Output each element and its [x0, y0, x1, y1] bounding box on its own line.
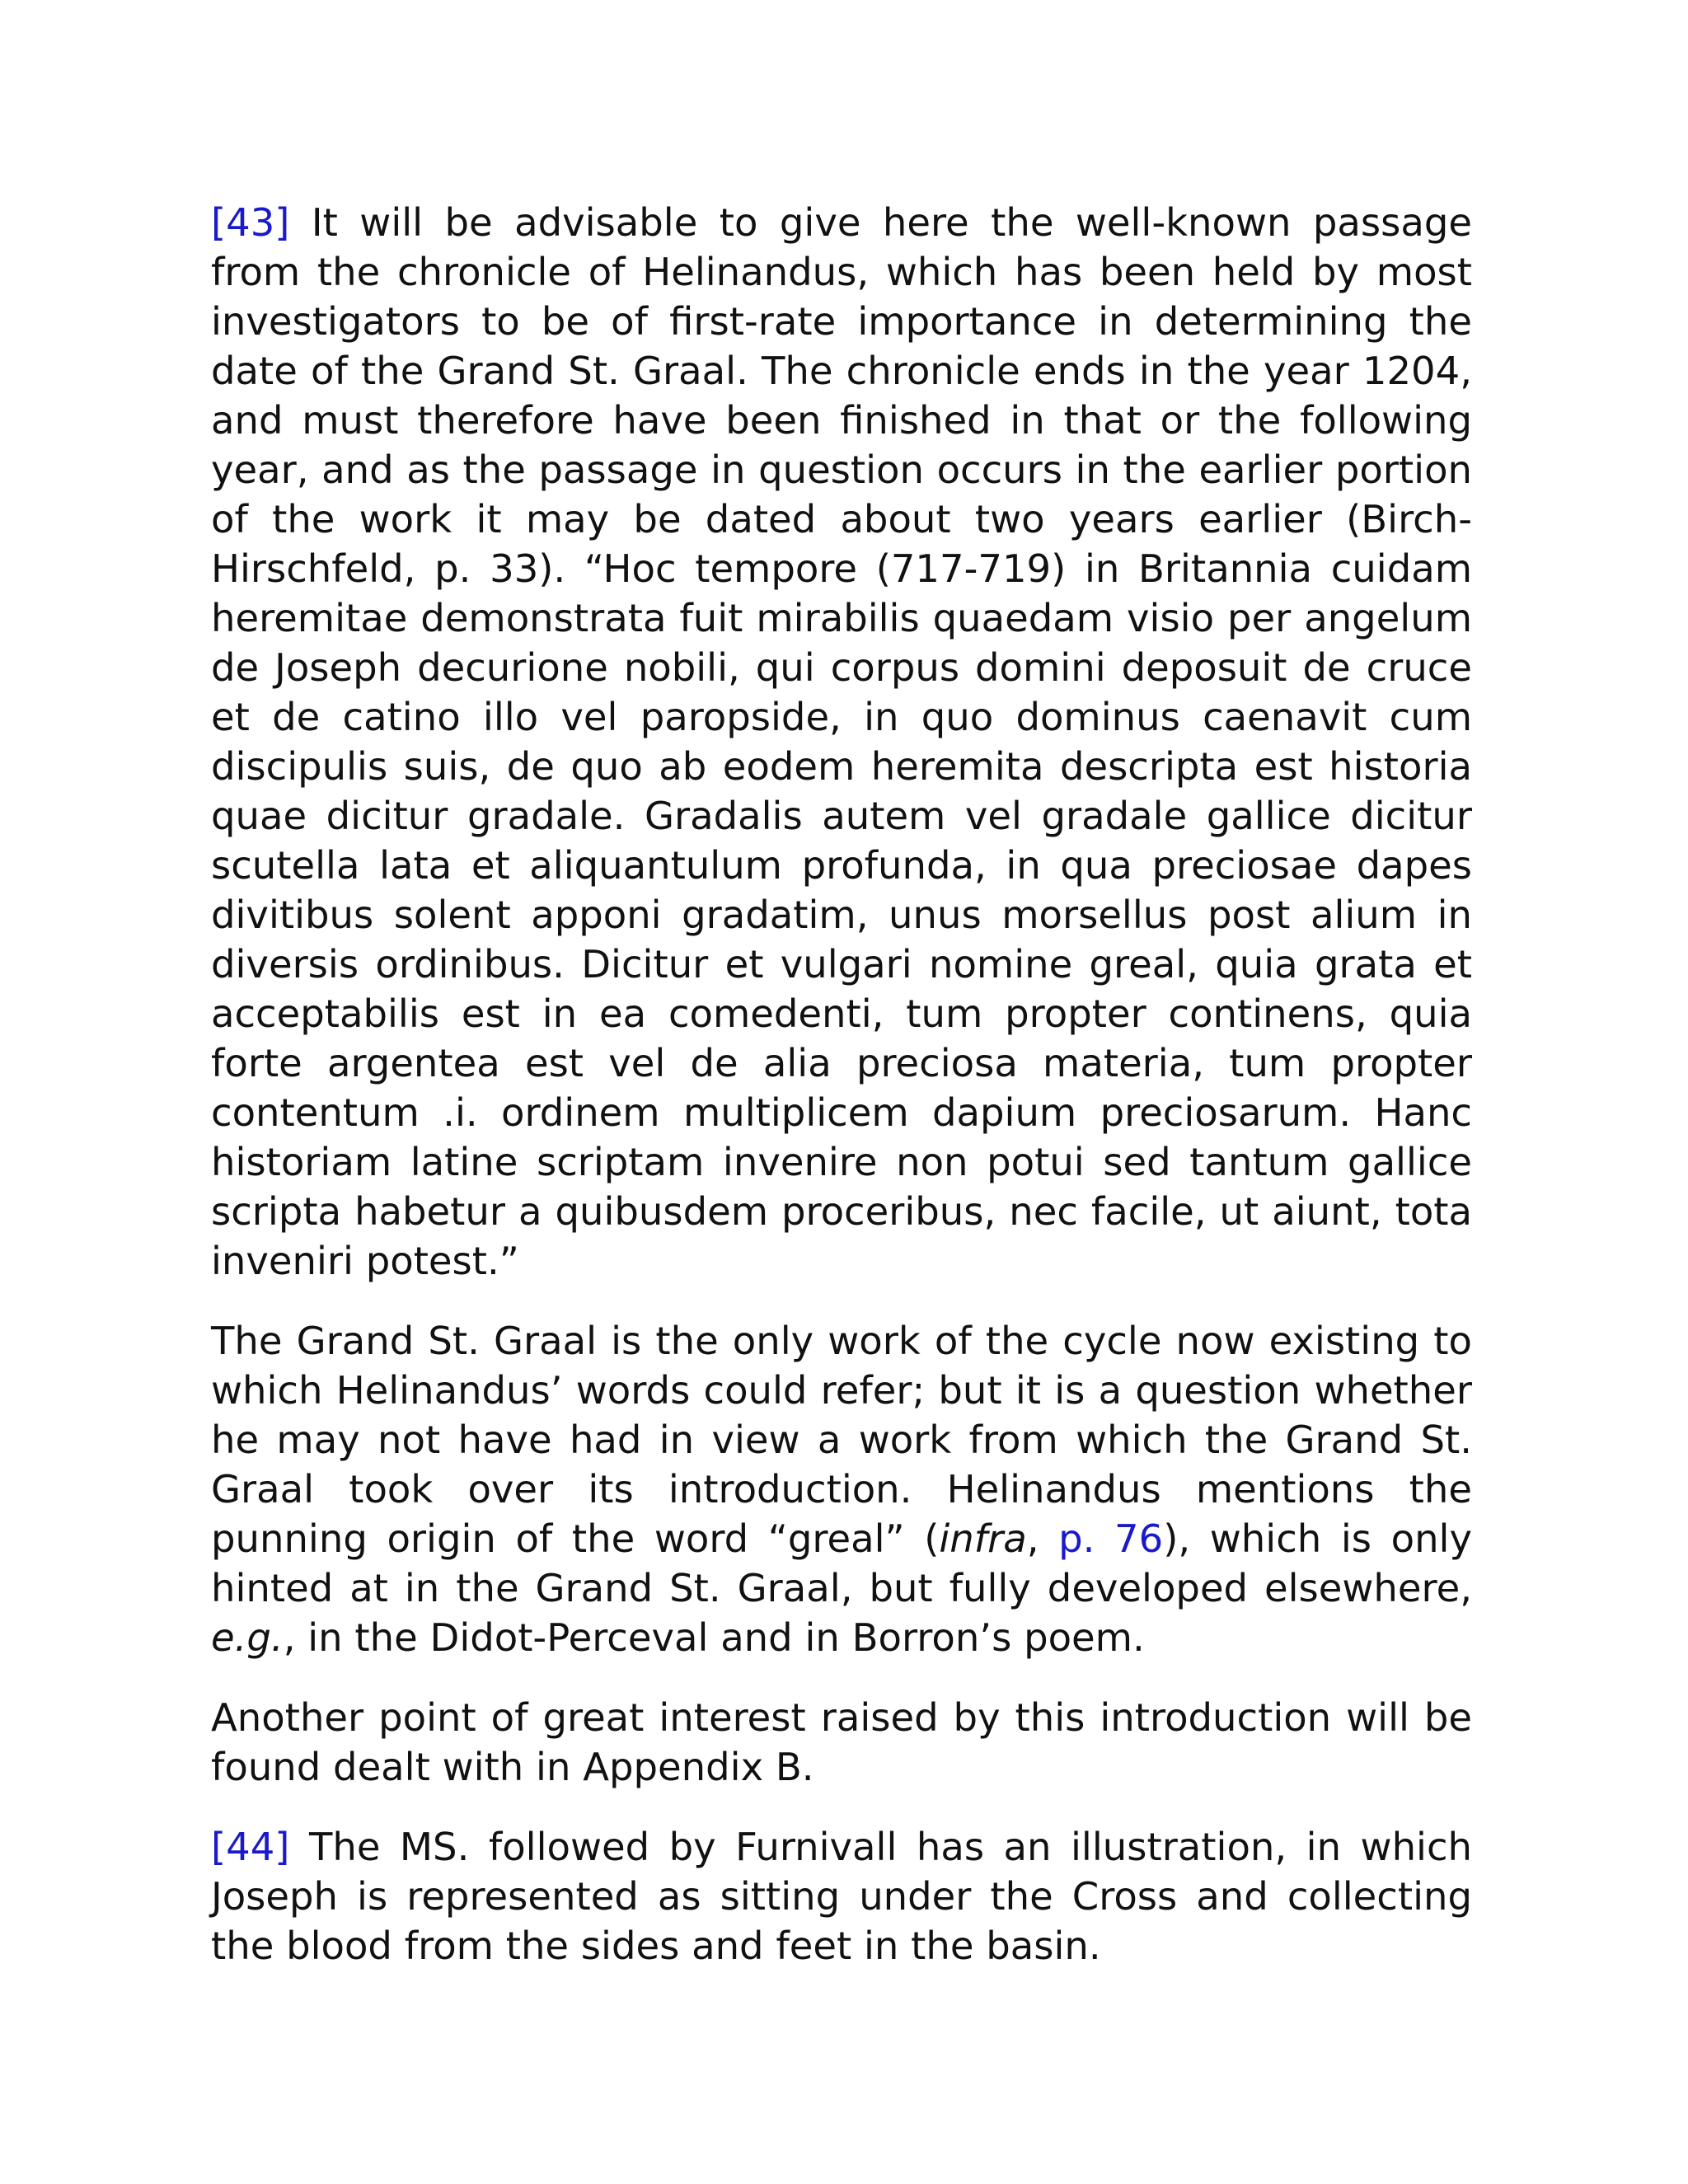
page-76-link[interactable]: p. 76: [1058, 1516, 1164, 1561]
infra-italic: infra: [939, 1516, 1027, 1561]
paragraph-grand-st-graal: [211, 1316, 1472, 1662]
document-page: [211, 198, 1472, 2001]
eg-italic: e.g.: [211, 1615, 284, 1660]
paragraph-text-part1: The Grand St. Graal is the only work of the cycle now existing to which Helinandus’ words could refer; but it is a question whether he may not have had in view a work from which the Grand St. Graal took over its introduction. Helinandus mentions the punning origin of the word “greal” (: [211, 1319, 1472, 1561]
paragraph-text-part2: ), which is only hinted at in the Grand St. Graal, but fully developed elsewhere,: [211, 1516, 1472, 1610]
paragraph-comma: ,: [1026, 1516, 1059, 1561]
paragraph-appendix-b: Another point of great interest raised by this introduction will be found dealt with in Appendix B.: [211, 1695, 1472, 1789]
paragraph-text-part3: , in the Didot-Perceval and in Borron’s poem.: [283, 1615, 1145, 1660]
footnote-44-text: The MS. followed by Furnivall has an illustration, in which Joseph is represented as sitting under the Cross and collecting the blood from the sides and feet in the basin.: [211, 1825, 1473, 1968]
footnote-43-text: It will be advisable to give here the well-known passage from the chronicle of Helinandus, which has been held by most investigators to be of first-rate importance in determining the date of the Grand St. Graal. The chronicle ends in the year 1204, and must therefore have been finished in that or the following year, and as the passage in question occurs in the earlier portion of the work it may be dated about two years earlier (Birch-Hirschfeld, p. 33). “Hoc tempore (717-719) in Britannia cuidam heremitae demonstrata fuit mirabilis quaedam visio per angelum de Joseph decurione nobili, qui corpus domini deposuit de cruce et de catino illo vel paropside, in quo dominus caenavit cum discipulis suis, de quo ab eodem heremita descripta est historia quae dicitur gradale. Gradalis autem vel gradale gallice dicitur scutella lata et aliquantulum profunda, in qua preciosae dapes divitibus solent apponi gradatim, unus morsellus post alium in diversis ordinibus. Dicitur et vulgari nomine greal, quia grata et acceptabilis est in ea comedenti, tum propter continens, quia forte argentea est vel de alia preciosa materia, tum propter contentum .i. ordinem multiplicem dapium preciosarum. Hanc historiam latine scriptam invenire non potui sed tantum gallice scripta habetur a quibusdem proceribus, nec facile, ut aiunt, tota inveniri potest.”: [211, 200, 1473, 1283]
footnote-marker-44[interactable]: [44]: [211, 1825, 290, 1869]
footnote-44: [211, 1822, 1472, 1971]
footnote-43: [211, 198, 1472, 1286]
footnote-marker-43[interactable]: [43]: [211, 200, 290, 245]
